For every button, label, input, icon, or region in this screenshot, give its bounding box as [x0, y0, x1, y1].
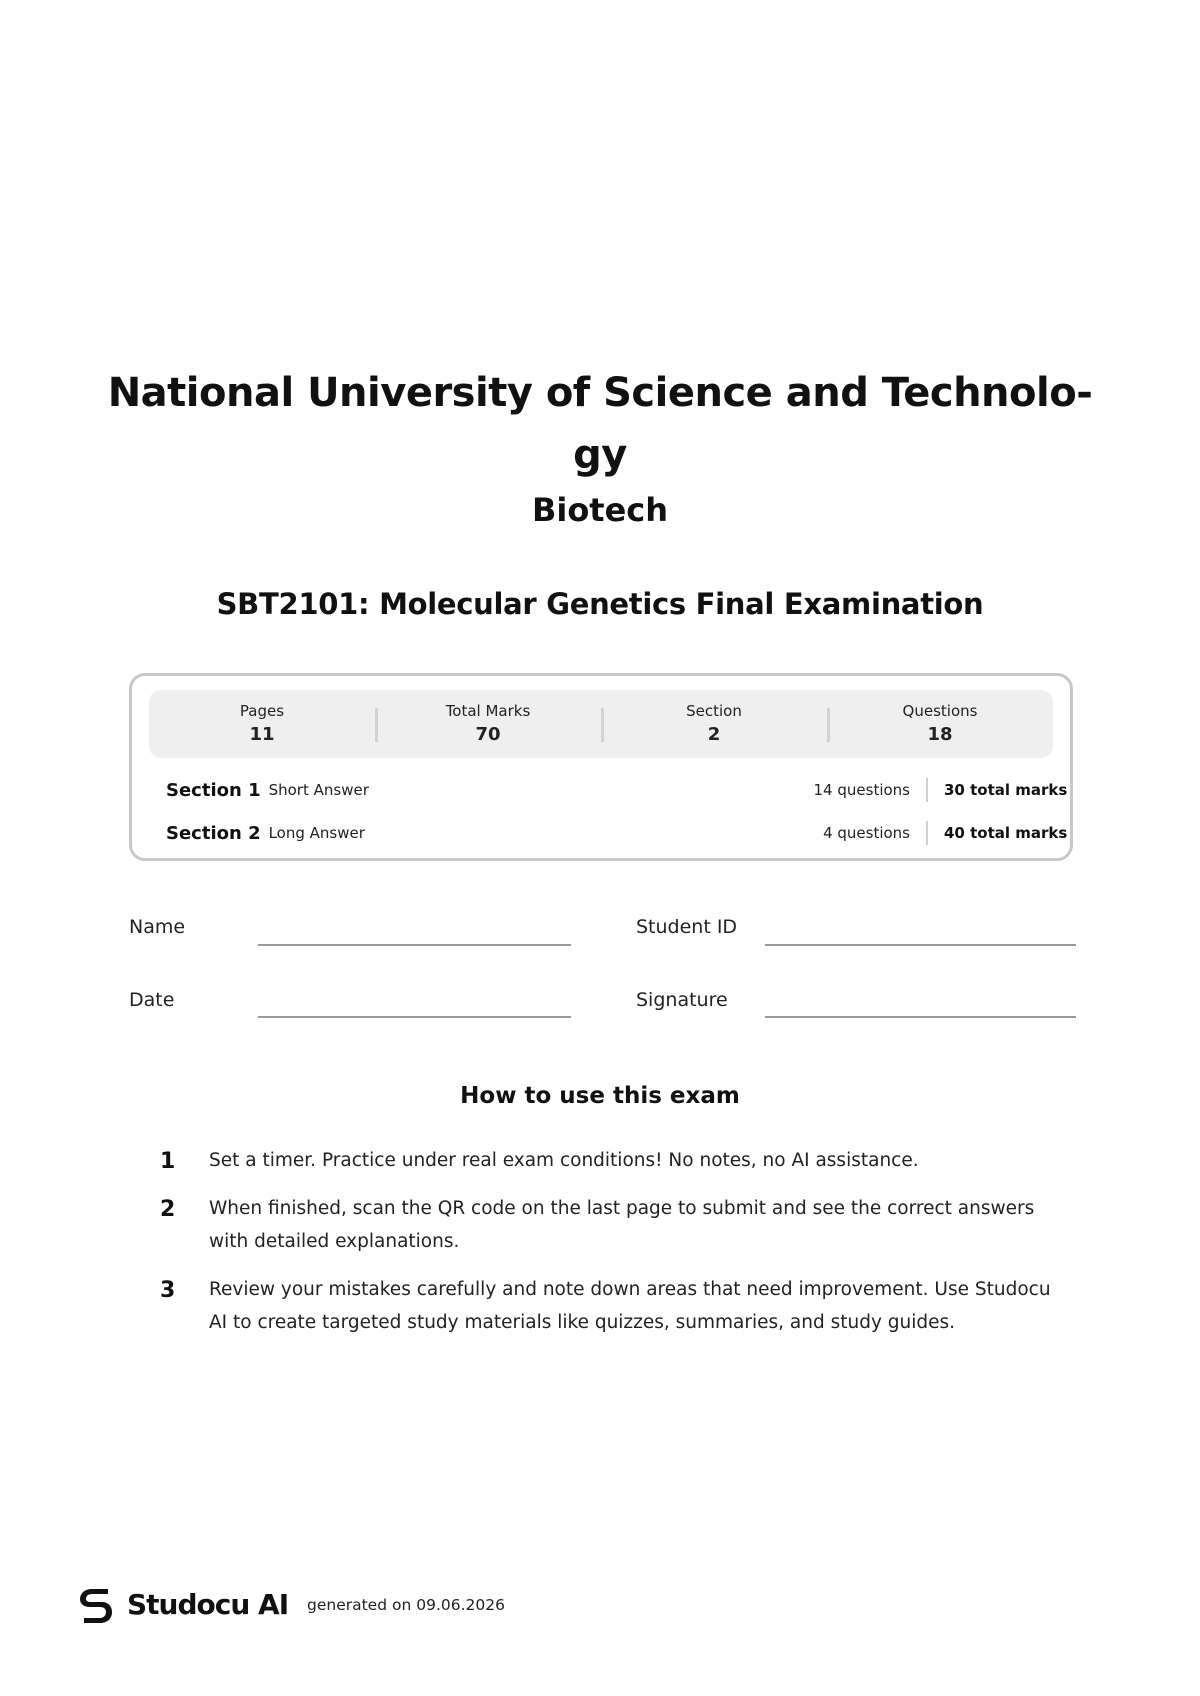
generated-date: generated on 09.06.2026	[307, 1596, 505, 1614]
step-text: Review your mistakes carefully and note down areas that need improvement. Use Studocu AI to create targeted study materials like quizzes, summaries, and study guides.	[209, 1279, 1051, 1333]
stat-questions	[827, 690, 1053, 758]
step-number: 2	[160, 1197, 176, 1222]
stat-section	[601, 690, 827, 758]
section-total-marks: 30 total marks	[926, 778, 1038, 802]
step-text: Set a timer. Practice under real exam conditions! No notes, no AI assistance.	[209, 1150, 919, 1171]
section-row-1	[166, 775, 1068, 805]
step-number: 3	[160, 1278, 176, 1303]
stat-value: 11	[249, 724, 275, 745]
stat-label: Total Marks	[445, 702, 531, 720]
section-row-2	[166, 818, 1068, 848]
date-label: Date	[129, 989, 175, 1011]
section-question-count: 14 questions	[813, 781, 910, 799]
university-title-line2: gy	[573, 432, 627, 478]
course-title: SBT2101: Molecular Genetics Final Examination	[216, 587, 984, 621]
stat-label: Section	[686, 702, 742, 720]
stat-value: 70	[475, 724, 501, 745]
brand-name: Studocu AI	[127, 1588, 289, 1621]
section-name: Section 2	[166, 822, 261, 844]
department-name: Biotech	[531, 491, 669, 529]
step-number: 1	[160, 1149, 176, 1174]
student-id-label: Student ID	[636, 916, 738, 938]
section-type: Short Answer	[268, 781, 369, 799]
studocu-logo-icon	[78, 1587, 114, 1625]
date-field[interactable]	[258, 1016, 571, 1018]
university-title-line1: National University of Science and Technolo-	[107, 370, 1093, 416]
exam-stats-bar	[149, 690, 1053, 758]
instructions-heading: How to use this exam	[460, 1083, 740, 1109]
section-type: Long Answer	[268, 824, 365, 842]
stat-total-marks	[375, 690, 601, 758]
stat-value: 18	[927, 724, 953, 745]
step-text: When finished, scan the QR code on the last page to submit and see the correct answers with detailed explanations.	[209, 1198, 1035, 1252]
stat-label: Questions	[902, 702, 978, 720]
stat-pages	[149, 690, 375, 758]
signature-field[interactable]	[765, 1016, 1076, 1018]
name-label: Name	[129, 916, 186, 938]
section-total-marks: 40 total marks	[926, 821, 1038, 845]
university-title	[100, 362, 1100, 486]
stat-label: Pages	[239, 702, 285, 720]
student-id-field[interactable]	[765, 944, 1076, 946]
stat-value: 2	[707, 724, 721, 745]
signature-label: Signature	[636, 989, 728, 1011]
name-field[interactable]	[258, 944, 571, 946]
section-question-count: 4 questions	[823, 824, 910, 842]
exam-summary-box	[129, 673, 1073, 861]
section-name: Section 1	[166, 779, 261, 801]
